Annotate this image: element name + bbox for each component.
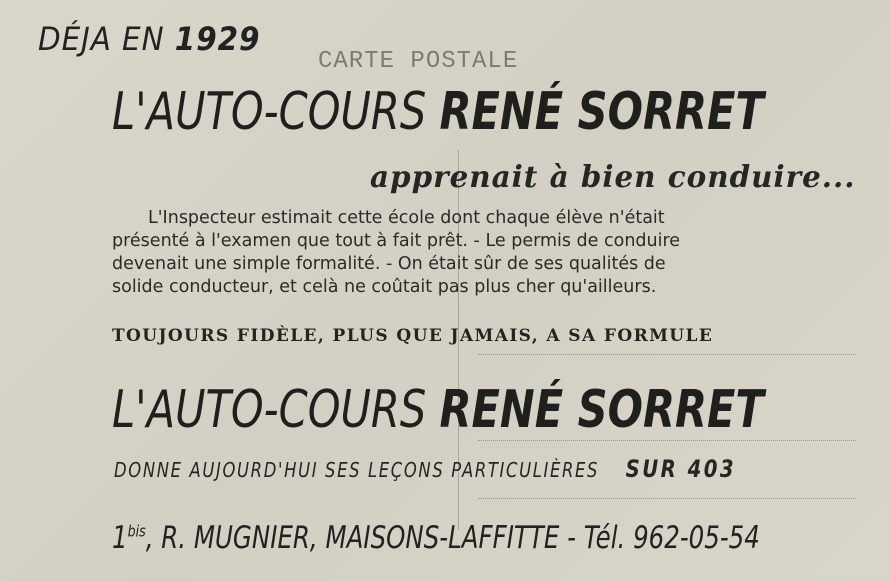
header-text: DÉJA EN (38, 20, 165, 58)
address-rule (478, 498, 856, 499)
address-rule (478, 440, 856, 441)
subtitle (114, 455, 736, 483)
address-number: 1 (112, 520, 128, 556)
address-line (112, 520, 760, 556)
body-line: solide conducteur, et celà ne coûtait pas plus cher qu'ailleurs. (112, 277, 657, 297)
header-year: 1929 (174, 20, 261, 58)
address-rule (478, 354, 856, 355)
body-line: L'Inspecteur estimait cette école dont chaque élève n'était (148, 208, 665, 228)
school-title-prefix: L'AUTO-COURS (112, 380, 427, 440)
school-title (112, 82, 764, 142)
body-paragraph (112, 207, 857, 299)
carte-postale-stamp: CARTE POSTALE (318, 48, 519, 75)
address-street: , R. MUGNIER, MAISONS-LAFFITTE - Tél. 962-05-54 (145, 520, 760, 556)
school-title-name: RENÉ SORRET (439, 82, 764, 142)
address-number-suffix: bis (127, 521, 146, 541)
school-title-repeat (112, 380, 764, 440)
body-line: présenté à l'examen que tout à fait prêt. - Le permis de conduire (112, 231, 681, 251)
school-title-name: RENÉ SORRET (439, 380, 764, 440)
header (38, 20, 260, 58)
school-title-prefix: L'AUTO-COURS (112, 82, 427, 142)
subtitle-highlight: SUR 403 (625, 455, 737, 483)
subtitle-text: DONNE AUJOURD'HUI SES LEÇONS PARTICULIÈRES (114, 458, 600, 482)
body-line: devenait une simple formalité. - On était sûr de ses qualités de (112, 254, 666, 274)
tagline: apprenait à bien conduire... (370, 160, 856, 195)
motto: TOUJOURS FIDÈLE, PLUS QUE JAMAIS, A SA FORMULE (112, 326, 714, 346)
